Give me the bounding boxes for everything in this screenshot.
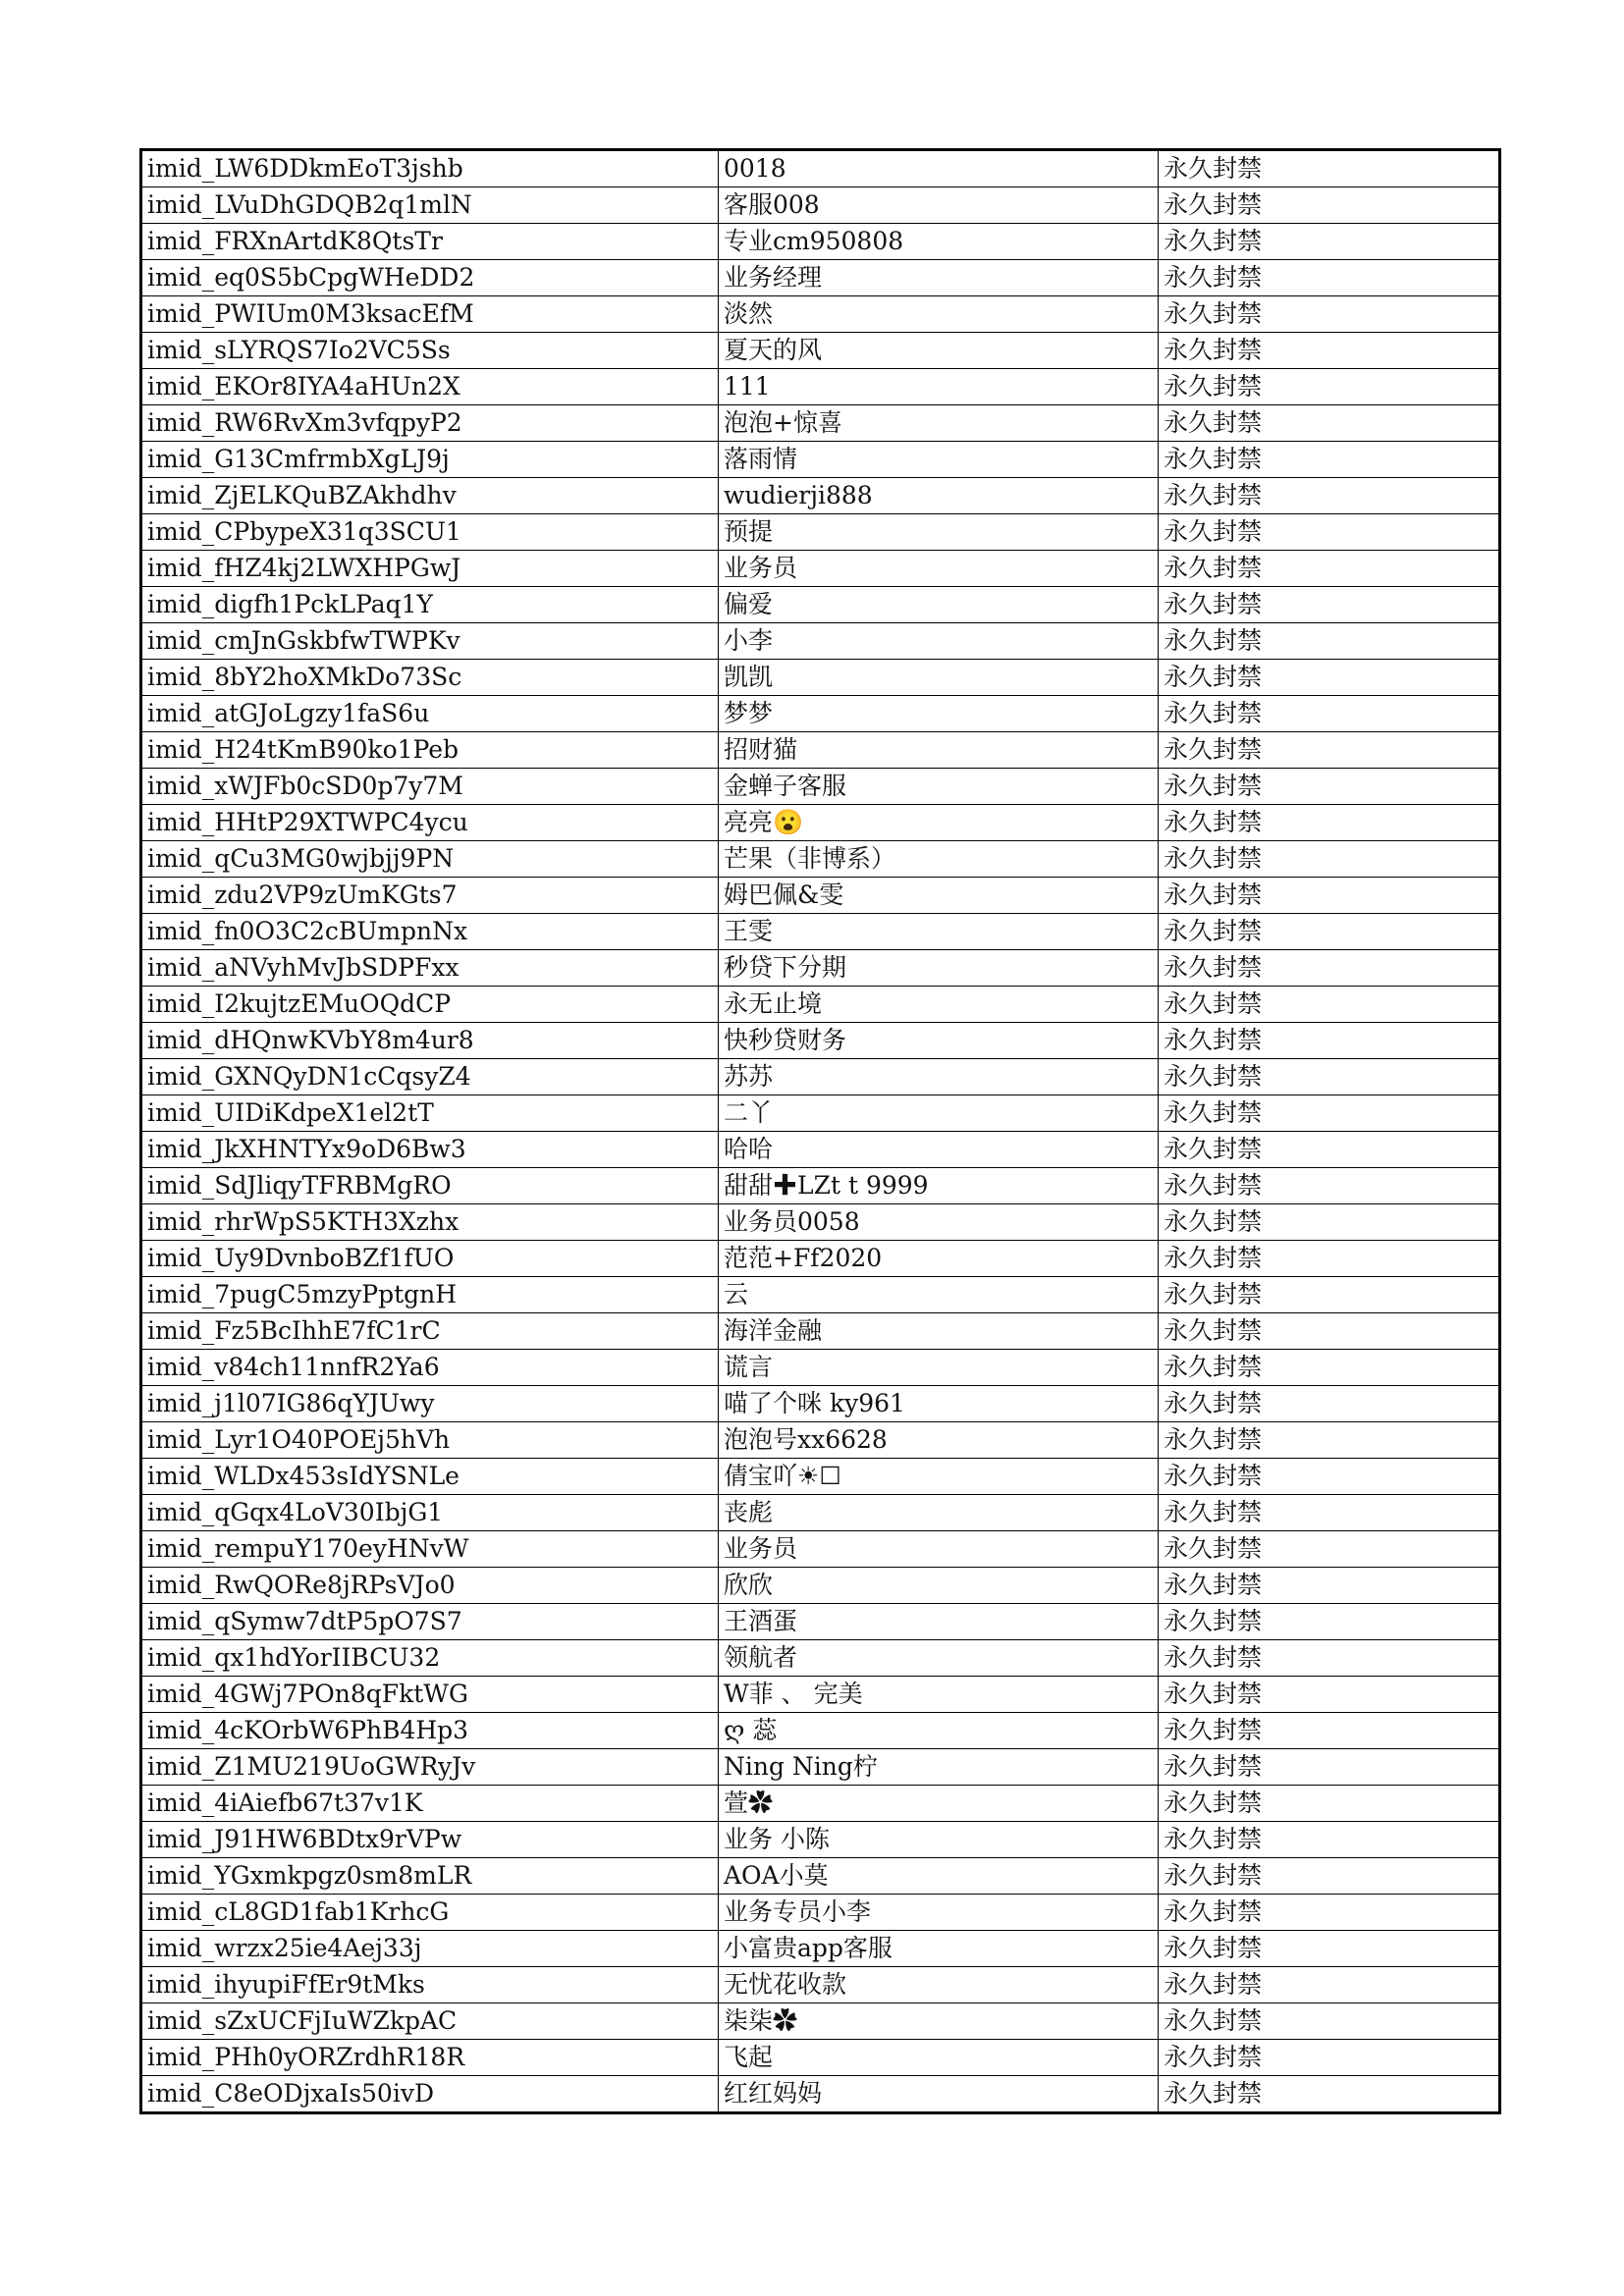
status-cell: 永久封禁 (1159, 369, 1500, 405)
nickname-cell: 业务专员小李 (719, 1895, 1159, 1931)
nickname-cell: 111 (719, 369, 1159, 405)
status-cell: 永久封禁 (1159, 1967, 1500, 2003)
status-cell: 永久封禁 (1159, 2003, 1500, 2040)
table-row (141, 296, 1500, 333)
account-id-cell: imid_FRXnArtdK8QtsTr (141, 224, 719, 260)
nickname-cell: 柒柒✿ (719, 2003, 1159, 2040)
status-cell: 永久封禁 (1159, 1132, 1500, 1168)
table-row (141, 696, 1500, 732)
status-cell: 永久封禁 (1159, 1931, 1500, 1967)
nickname-cell: 红红妈妈 (719, 2076, 1159, 2113)
nickname-cell: 偏爱 (719, 587, 1159, 623)
nickname-cell: 无忧花收款 (719, 1967, 1159, 2003)
account-id-cell: imid_ihyupiFfEr9tMks (141, 1967, 719, 2003)
status-cell: 永久封禁 (1159, 950, 1500, 987)
nickname-cell: 泡泡+惊喜 (719, 405, 1159, 442)
status-cell: 永久封禁 (1159, 1677, 1500, 1713)
status-cell: 永久封禁 (1159, 514, 1500, 551)
account-id-cell: imid_eq0S5bCpgWHeDD2 (141, 260, 719, 296)
table-row (141, 187, 1500, 224)
status-cell: 永久封禁 (1159, 1313, 1500, 1350)
account-id-cell: imid_sLYRQS7Io2VC5Ss (141, 333, 719, 369)
table-row (141, 369, 1500, 405)
account-id-cell: imid_cL8GD1fab1KrhcG (141, 1895, 719, 1931)
status-cell: 永久封禁 (1159, 1277, 1500, 1313)
account-id-cell: imid_EKOr8IYA4aHUn2X (141, 369, 719, 405)
account-id-cell: imid_4GWj7POn8qFktWG (141, 1677, 719, 1713)
table-row (141, 1677, 1500, 1713)
nickname-cell: 姆巴佩&雯 (719, 878, 1159, 914)
table-row (141, 660, 1500, 696)
table-row (141, 914, 1500, 950)
status-cell: 永久封禁 (1159, 1568, 1500, 1604)
status-cell: 永久封禁 (1159, 878, 1500, 914)
account-id-cell: imid_JkXHNTYx9oD6Bw3 (141, 1132, 719, 1168)
status-cell: 永久封禁 (1159, 1749, 1500, 1786)
table-row (141, 1095, 1500, 1132)
nickname-cell: 王雯 (719, 914, 1159, 950)
account-id-cell: imid_fn0O3C2cBUmpnNx (141, 914, 719, 950)
table-row (141, 878, 1500, 914)
nickname-cell: 落雨情 (719, 442, 1159, 478)
table-row (141, 1786, 1500, 1822)
nickname-cell: 凯凯 (719, 660, 1159, 696)
nickname-cell: 丧彪 (719, 1495, 1159, 1531)
table-row (141, 1713, 1500, 1749)
status-cell: 永久封禁 (1159, 442, 1500, 478)
nickname-cell: 飞起 (719, 2040, 1159, 2076)
status-cell: 永久封禁 (1159, 1640, 1500, 1677)
status-cell: 永久封禁 (1159, 1386, 1500, 1422)
nickname-cell: 业务员 (719, 551, 1159, 587)
nickname-cell: W菲 、 完美 (719, 1677, 1159, 1713)
account-id-cell: imid_J91HW6BDtx9rVPw (141, 1822, 719, 1858)
nickname-cell: 哈哈 (719, 1132, 1159, 1168)
status-cell: 永久封禁 (1159, 732, 1500, 769)
table-row (141, 1640, 1500, 1677)
nickname-cell: 芒果（非博系） (719, 841, 1159, 878)
status-cell: 永久封禁 (1159, 1604, 1500, 1640)
status-cell: 永久封禁 (1159, 1204, 1500, 1241)
table-row (141, 1459, 1500, 1495)
nickname-cell: 亮亮😮 (719, 805, 1159, 841)
table-row (141, 514, 1500, 551)
table-row (141, 1023, 1500, 1059)
table-row (141, 1059, 1500, 1095)
table-row (141, 950, 1500, 987)
status-cell: 永久封禁 (1159, 841, 1500, 878)
status-cell: 永久封禁 (1159, 224, 1500, 260)
table-row (141, 2040, 1500, 2076)
table-row (141, 1313, 1500, 1350)
table-row (141, 587, 1500, 623)
nickname-cell: AOA小莫 (719, 1858, 1159, 1895)
table-row (141, 2076, 1500, 2113)
account-id-cell: imid_G13CmfrmbXgLJ9j (141, 442, 719, 478)
account-id-cell: imid_PWIUm0M3ksacEfM (141, 296, 719, 333)
nickname-cell: 金蝉子客服 (719, 769, 1159, 805)
account-id-cell: imid_aNVyhMvJbSDPFxx (141, 950, 719, 987)
ban-list-sheet (139, 148, 1498, 2114)
status-cell: 永久封禁 (1159, 987, 1500, 1023)
status-cell: 永久封禁 (1159, 623, 1500, 660)
nickname-cell: ღ 蕊 (719, 1713, 1159, 1749)
status-cell: 永久封禁 (1159, 587, 1500, 623)
account-id-cell: imid_YGxmkpgz0sm8mLR (141, 1858, 719, 1895)
account-id-cell: imid_Uy9DvnboBZf1fUO (141, 1241, 719, 1277)
nickname-cell: 小富贵app客服 (719, 1931, 1159, 1967)
account-id-cell: imid_I2kujtzEMuOQdCP (141, 987, 719, 1023)
status-cell: 永久封禁 (1159, 405, 1500, 442)
account-id-cell: imid_RwQORe8jRPsVJo0 (141, 1568, 719, 1604)
status-cell: 永久封禁 (1159, 1858, 1500, 1895)
account-id-cell: imid_sZxUCFjIuWZkpAC (141, 2003, 719, 2040)
table-row (141, 1749, 1500, 1786)
table-row (141, 769, 1500, 805)
account-id-cell: imid_UIDiKdpeX1el2tT (141, 1095, 719, 1132)
nickname-cell: 夏天的风 (719, 333, 1159, 369)
status-cell: 永久封禁 (1159, 2076, 1500, 2113)
nickname-cell: 专业cm950808 (719, 224, 1159, 260)
nickname-cell: 业务 小陈 (719, 1822, 1159, 1858)
account-id-cell: imid_SdJliqyTFRBMgRO (141, 1168, 719, 1204)
account-id-cell: imid_xWJFb0cSD0p7y7M (141, 769, 719, 805)
status-cell: 永久封禁 (1159, 1459, 1500, 1495)
status-cell: 永久封禁 (1159, 1350, 1500, 1386)
table-row (141, 1132, 1500, 1168)
status-cell: 永久封禁 (1159, 150, 1500, 187)
table-row (141, 1168, 1500, 1204)
nickname-cell: 云 (719, 1277, 1159, 1313)
nickname-cell: 王酒蛋 (719, 1604, 1159, 1640)
status-cell: 永久封禁 (1159, 2040, 1500, 2076)
table-row (141, 442, 1500, 478)
nickname-cell: 招财猫 (719, 732, 1159, 769)
nickname-cell: 业务员 (719, 1531, 1159, 1568)
account-id-cell: imid_qSymw7dtP5pO7S7 (141, 1604, 719, 1640)
nickname-cell: 预提 (719, 514, 1159, 551)
account-id-cell: imid_wrzx25ie4Aej33j (141, 1931, 719, 1967)
status-cell: 永久封禁 (1159, 1713, 1500, 1749)
nickname-cell: Ning Ning柠 (719, 1749, 1159, 1786)
status-cell: 永久封禁 (1159, 769, 1500, 805)
nickname-cell: 梦梦 (719, 696, 1159, 732)
table-row (141, 1822, 1500, 1858)
status-cell: 永久封禁 (1159, 478, 1500, 514)
ban-list-body (141, 150, 1500, 2113)
status-cell: 永久封禁 (1159, 1095, 1500, 1132)
status-cell: 永久封禁 (1159, 1495, 1500, 1531)
nickname-cell: 0018 (719, 150, 1159, 187)
nickname-cell: wudierji888 (719, 478, 1159, 514)
status-cell: 永久封禁 (1159, 187, 1500, 224)
account-id-cell: imid_8bY2hoXMkDo73Sc (141, 660, 719, 696)
status-cell: 永久封禁 (1159, 1531, 1500, 1568)
account-id-cell: imid_qCu3MG0wjbjj9PN (141, 841, 719, 878)
account-id-cell: imid_j1l07IG86qYJUwy (141, 1386, 719, 1422)
account-id-cell: imid_fHZ4kj2LWXHPGwJ (141, 551, 719, 587)
account-id-cell: imid_RW6RvXm3vfqpyP2 (141, 405, 719, 442)
status-cell: 永久封禁 (1159, 1023, 1500, 1059)
account-id-cell: imid_digfh1PckLPaq1Y (141, 587, 719, 623)
status-cell: 永久封禁 (1159, 1822, 1500, 1858)
nickname-cell: 欣欣 (719, 1568, 1159, 1604)
table-row (141, 1931, 1500, 1967)
account-id-cell: imid_cmJnGskbfwTWPKv (141, 623, 719, 660)
nickname-cell: 倩宝吖☀☐ (719, 1459, 1159, 1495)
account-id-cell: imid_7pugC5mzyPptgnH (141, 1277, 719, 1313)
account-id-cell: imid_Lyr1O40POEj5hVh (141, 1422, 719, 1459)
table-row (141, 333, 1500, 369)
table-row (141, 1386, 1500, 1422)
nickname-cell: 小李 (719, 623, 1159, 660)
ban-list-table (139, 148, 1501, 2114)
nickname-cell: 萱✿ (719, 1786, 1159, 1822)
account-id-cell: imid_dHQnwKVbY8m4ur8 (141, 1023, 719, 1059)
status-cell: 永久封禁 (1159, 1786, 1500, 1822)
table-row (141, 224, 1500, 260)
table-row (141, 987, 1500, 1023)
table-row (141, 841, 1500, 878)
account-id-cell: imid_atGJoLgzy1faS6u (141, 696, 719, 732)
table-row (141, 260, 1500, 296)
status-cell: 永久封禁 (1159, 1422, 1500, 1459)
nickname-cell: 快秒贷财务 (719, 1023, 1159, 1059)
table-row (141, 1495, 1500, 1531)
account-id-cell: imid_4cKOrbW6PhB4Hp3 (141, 1713, 719, 1749)
table-row (141, 1967, 1500, 2003)
table-row (141, 2003, 1500, 2040)
account-id-cell: imid_rhrWpS5KTH3Xzhx (141, 1204, 719, 1241)
nickname-cell: 甜甜✚LZt t 9999 (719, 1168, 1159, 1204)
status-cell: 永久封禁 (1159, 914, 1500, 950)
nickname-cell: 秒贷下分期 (719, 950, 1159, 987)
account-id-cell: imid_qx1hdYorIIBCU32 (141, 1640, 719, 1677)
account-id-cell: imid_zdu2VP9zUmKGts7 (141, 878, 719, 914)
table-row (141, 732, 1500, 769)
account-id-cell: imid_Z1MU219UoGWRyJv (141, 1749, 719, 1786)
account-id-cell: imid_ZjELKQuBZAkhdhv (141, 478, 719, 514)
nickname-cell: 海洋金融 (719, 1313, 1159, 1350)
nickname-cell: 业务员0058 (719, 1204, 1159, 1241)
nickname-cell: 领航者 (719, 1640, 1159, 1677)
account-id-cell: imid_4iAiefb67t37v1K (141, 1786, 719, 1822)
status-cell: 永久封禁 (1159, 333, 1500, 369)
status-cell: 永久封禁 (1159, 660, 1500, 696)
table-row (141, 1422, 1500, 1459)
table-row (141, 1241, 1500, 1277)
table-row (141, 1895, 1500, 1931)
account-id-cell: imid_C8eODjxaIs50ivD (141, 2076, 719, 2113)
status-cell: 永久封禁 (1159, 805, 1500, 841)
status-cell: 永久封禁 (1159, 696, 1500, 732)
table-row (141, 551, 1500, 587)
table-row (141, 805, 1500, 841)
status-cell: 永久封禁 (1159, 1895, 1500, 1931)
status-cell: 永久封禁 (1159, 1059, 1500, 1095)
table-row (141, 405, 1500, 442)
account-id-cell: imid_CPbypeX31q3SCU1 (141, 514, 719, 551)
status-cell: 永久封禁 (1159, 551, 1500, 587)
table-row (141, 623, 1500, 660)
table-row (141, 150, 1500, 187)
table-row (141, 1277, 1500, 1313)
table-row (141, 1604, 1500, 1640)
nickname-cell: 苏苏 (719, 1059, 1159, 1095)
nickname-cell: 二丫 (719, 1095, 1159, 1132)
nickname-cell: 谎言 (719, 1350, 1159, 1386)
nickname-cell: 喵了个咪 ky961 (719, 1386, 1159, 1422)
table-row (141, 1204, 1500, 1241)
table-row (141, 1568, 1500, 1604)
status-cell: 永久封禁 (1159, 296, 1500, 333)
nickname-cell: 客服008 (719, 187, 1159, 224)
account-id-cell: imid_LVuDhGDQB2q1mlN (141, 187, 719, 224)
table-row (141, 1350, 1500, 1386)
status-cell: 永久封禁 (1159, 1241, 1500, 1277)
account-id-cell: imid_HHtP29XTWPC4ycu (141, 805, 719, 841)
account-id-cell: imid_Fz5BcIhhE7fC1rC (141, 1313, 719, 1350)
account-id-cell: imid_WLDx453sIdYSNLe (141, 1459, 719, 1495)
nickname-cell: 业务经理 (719, 260, 1159, 296)
nickname-cell: 淡然 (719, 296, 1159, 333)
account-id-cell: imid_LW6DDkmEoT3jshb (141, 150, 719, 187)
nickname-cell: 泡泡号xx6628 (719, 1422, 1159, 1459)
account-id-cell: imid_v84ch11nnfR2Ya6 (141, 1350, 719, 1386)
status-cell: 永久封禁 (1159, 260, 1500, 296)
account-id-cell: imid_H24tKmB90ko1Peb (141, 732, 719, 769)
account-id-cell: imid_qGqx4LoV30IbjG1 (141, 1495, 719, 1531)
account-id-cell: imid_GXNQyDN1cCqsyZ4 (141, 1059, 719, 1095)
table-row (141, 478, 1500, 514)
account-id-cell: imid_rempuY170eyHNvW (141, 1531, 719, 1568)
table-row (141, 1531, 1500, 1568)
account-id-cell: imid_PHh0yORZrdhR18R (141, 2040, 719, 2076)
nickname-cell: 范范+Ff2020 (719, 1241, 1159, 1277)
table-row (141, 1858, 1500, 1895)
nickname-cell: 永无止境 (719, 987, 1159, 1023)
status-cell: 永久封禁 (1159, 1168, 1500, 1204)
